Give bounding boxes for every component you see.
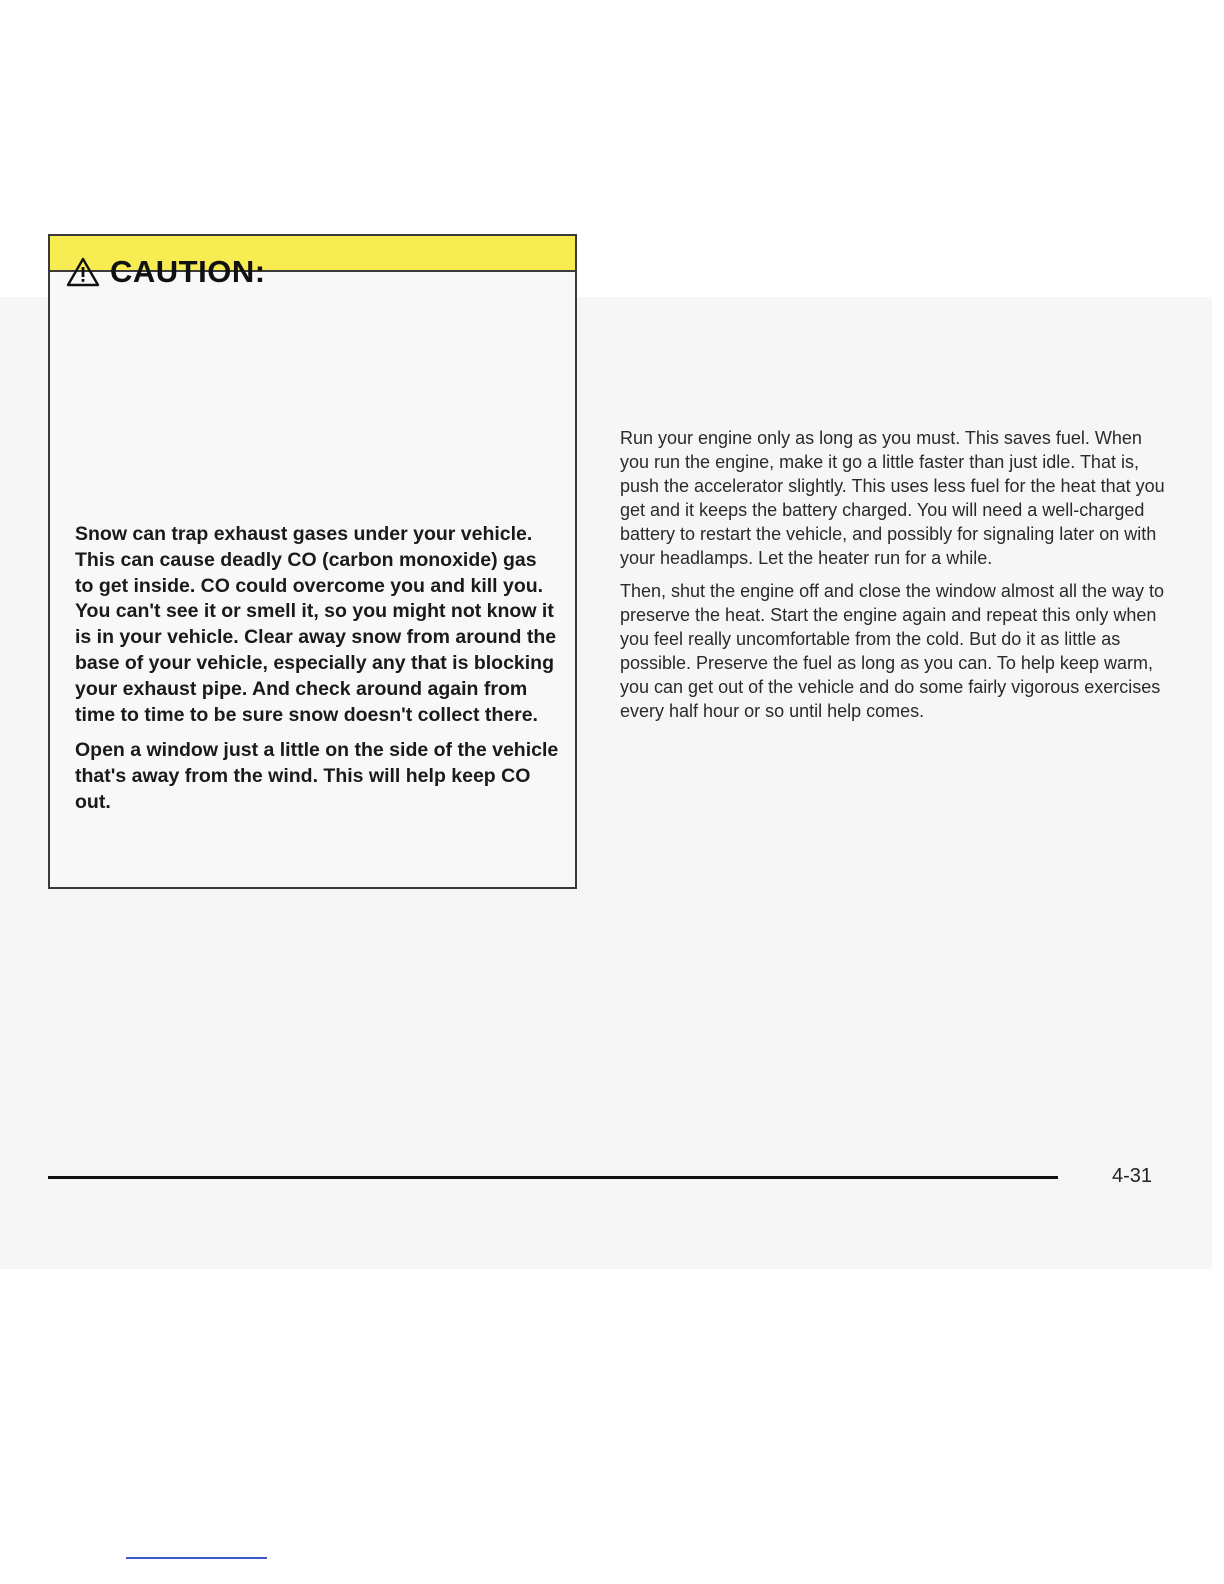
caution-header	[66, 254, 266, 290]
body-paragraph: Run your engine only as long as you must. This saves fuel. When you run the engine, make it go a little faster than just idle. That is, push the accelerator slightly. This uses less fuel for the heat that you get and it keeps the battery charged. You will need a well-charged battery to restart the vehicle, and possibly for signaling later on with your headlamps. Let the heater run for a while.	[620, 428, 1165, 568]
bottom-underline	[126, 1557, 267, 1559]
caution-paragraph: Open a window just a little on the side of the vehicle that's away from the wind. This will help keep CO out.	[75, 739, 559, 813]
body-text-column	[620, 426, 1165, 732]
warning-triangle-icon	[66, 257, 100, 287]
caution-title: CAUTION:	[110, 254, 266, 289]
footer-rule	[48, 1176, 1058, 1179]
body-paragraph: Then, shut the engine off and close the window almost all the way to preserve the heat. Start the engine again and repeat this only when you feel really uncomfortable from the cold. But do it as little as possible. Preserve the fuel as long as you can. To help keep warm, you can get out of the vehicle and do some fairly vigorous exercises every half hour or so until help comes.	[620, 581, 1164, 721]
caution-paragraph: Snow can trap exhaust gases under your vehicle. This can cause deadly CO (carbon monoxide) gas to get inside. CO could overcome you and kill you. You can't see it or smell it, so you might not know it is in your vehicle. Clear away snow from around the base of your vehicle, especially any that is blocking your exhaust pipe. And check around again from time to time to be sure snow doesn't collect there.	[75, 523, 557, 726]
page-number: 4-31	[1112, 1165, 1153, 1187]
caution-body	[75, 522, 560, 826]
